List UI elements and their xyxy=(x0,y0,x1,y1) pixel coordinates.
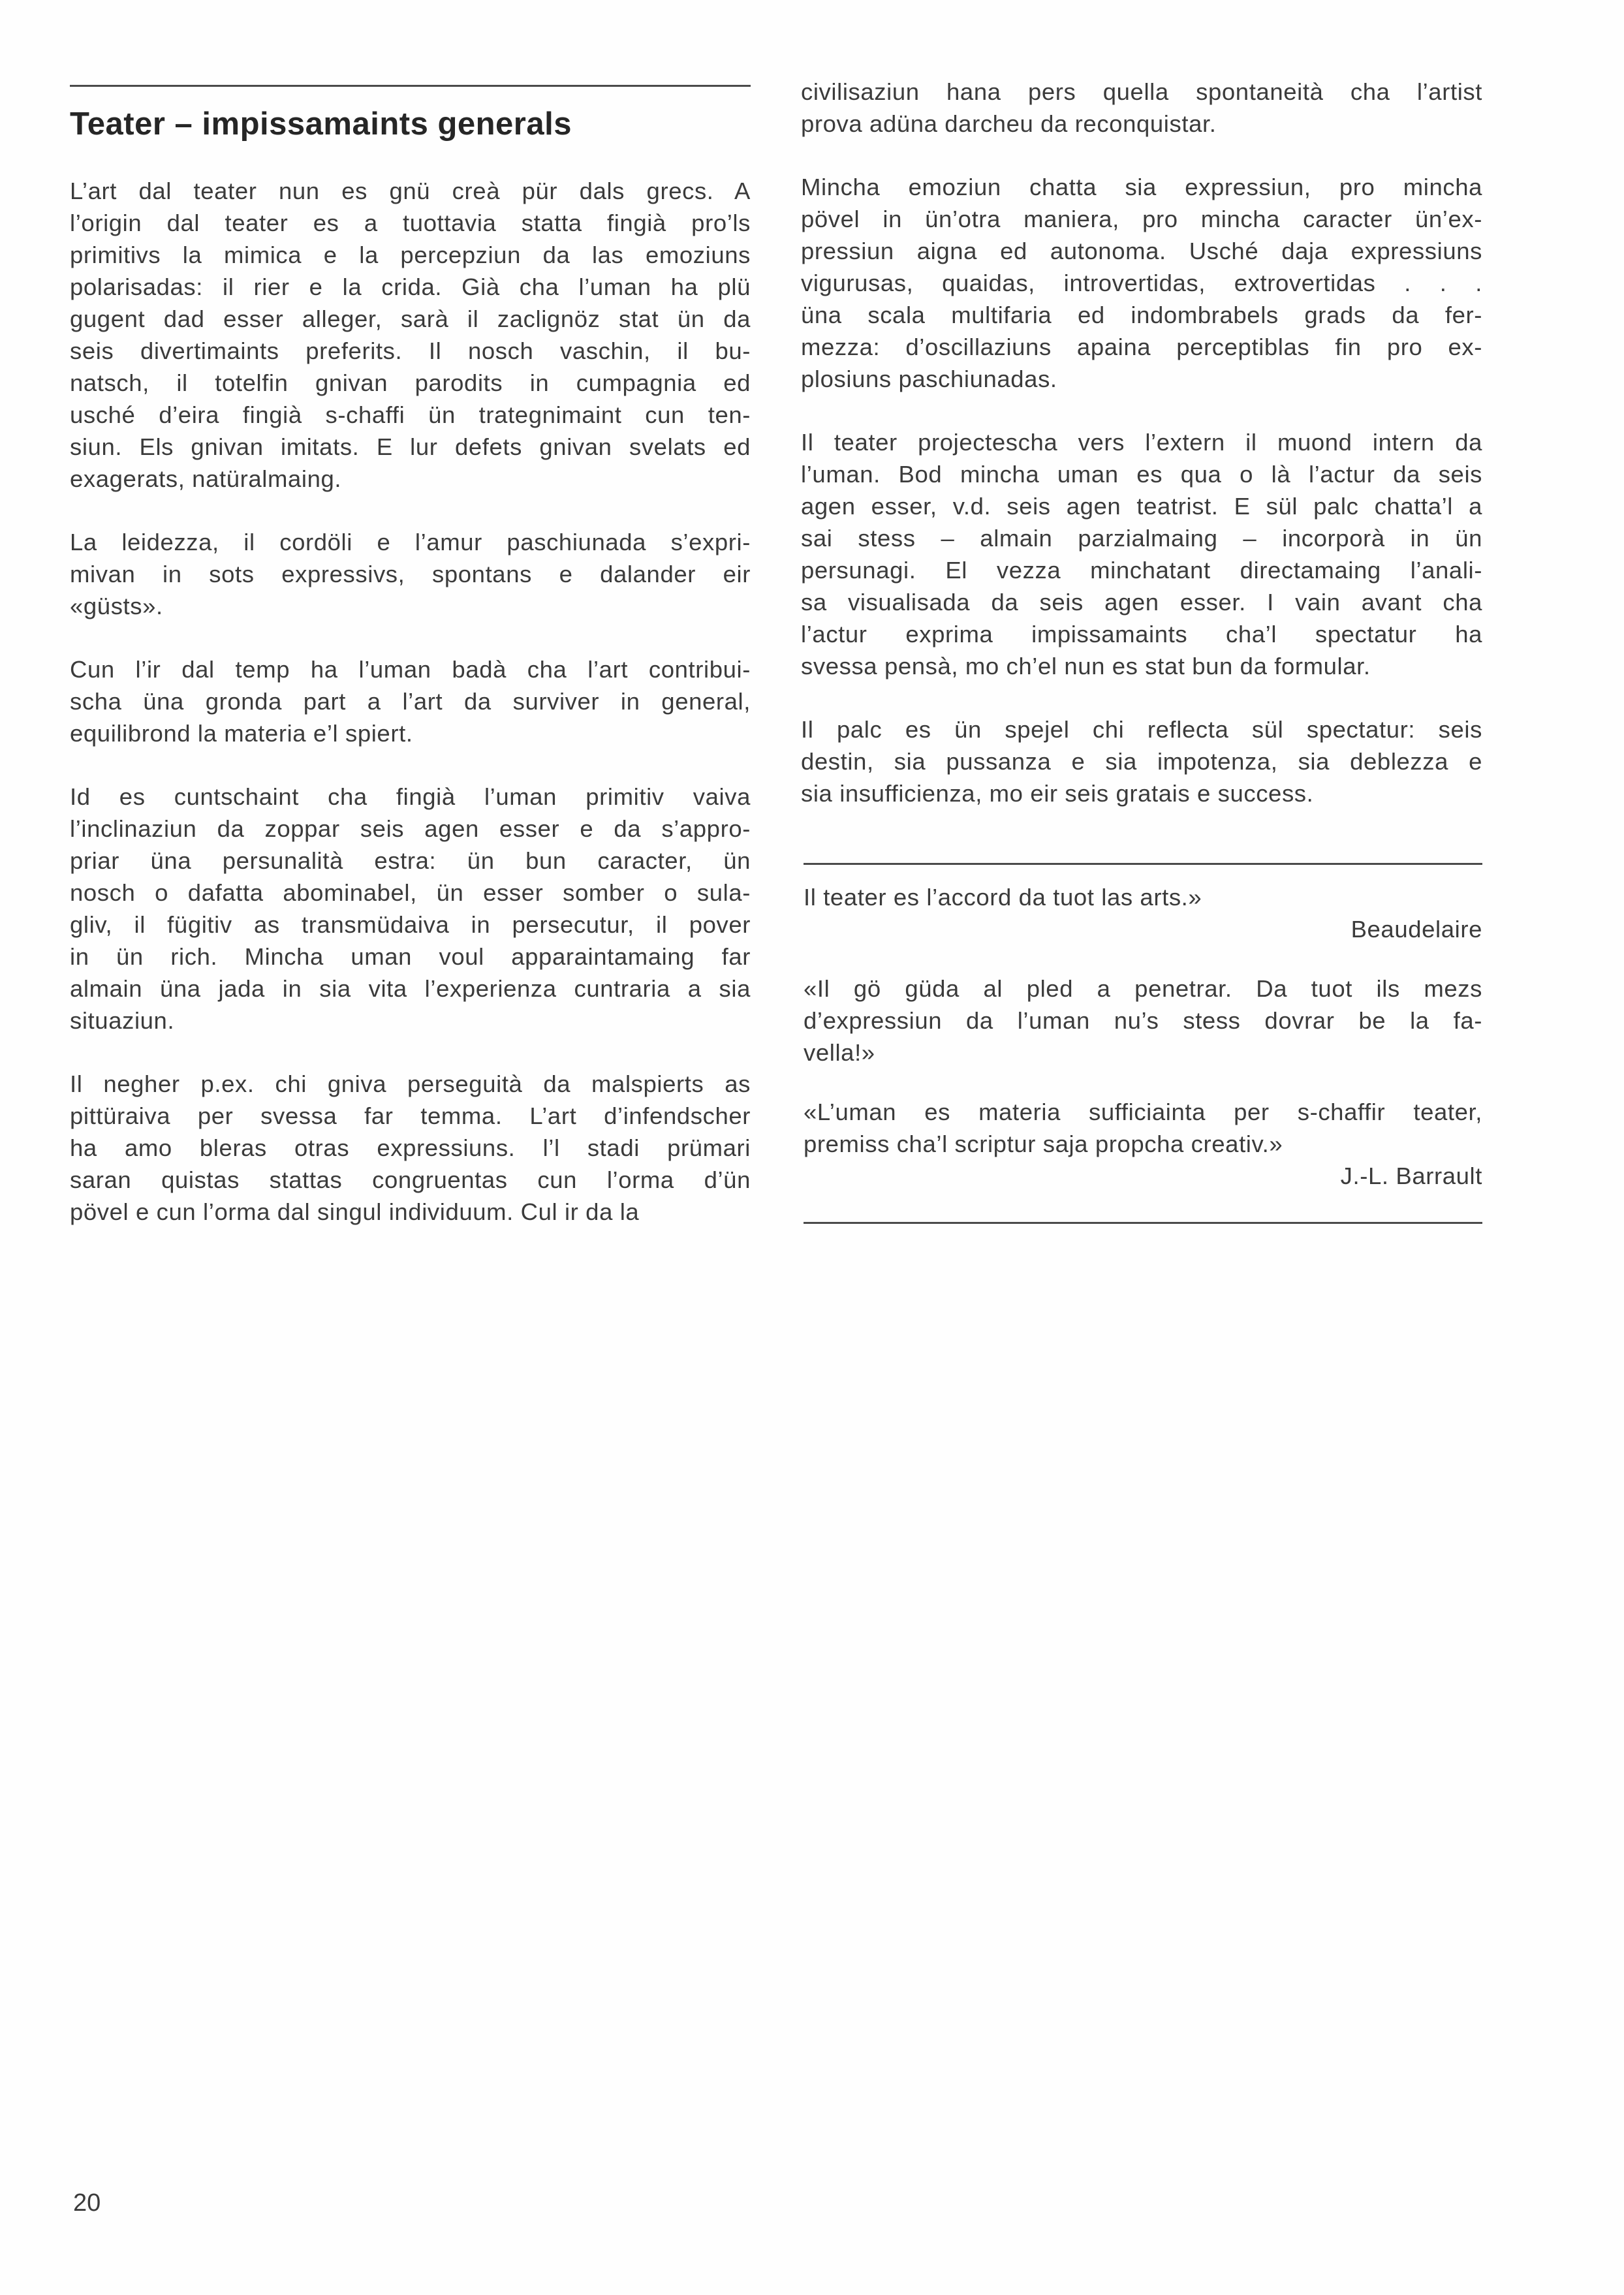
text-line: Il palc es ün spejel chi reflecta sül spectatur: seis xyxy=(801,716,1482,743)
article-title: Teater – impissamaints generals xyxy=(70,106,572,142)
quote-rule-bottom xyxy=(804,1222,1482,1224)
quote-rule-top xyxy=(804,863,1482,865)
text-line: pövel in ün’otra maniera, pro mincha caracter ün’ex- xyxy=(801,206,1482,232)
text-line: La leidezza, il cordöli e l’amur paschiunada s’expri- xyxy=(70,529,751,555)
text-line: l’origin dal teater es a tuottavia statta fingià pro’ls xyxy=(70,210,751,236)
quote-3 xyxy=(804,1096,1482,1160)
text-line: agen esser, v.d. seis agen teatrist. E sül palc chatta’l a xyxy=(801,493,1482,520)
right-paragraph xyxy=(801,76,1482,140)
text-line: priar üna persunalità estra: ün bun caracter, ün xyxy=(70,847,751,874)
quote-line: «L’uman es materia sufficiainta per s-chaffir teater, xyxy=(804,1099,1482,1125)
quote-block xyxy=(804,881,1482,1192)
text-line: polarisadas: il rier e la crida. Già cha l’uman ha plü xyxy=(70,273,751,300)
text-line: siun. Els gnivan imitats. E lur defets gnivan svelats ed xyxy=(70,433,751,460)
text-line: «güsts». xyxy=(70,593,163,619)
text-line: svessa pensà, mo ch’el nun es stat bun da formular. xyxy=(801,653,1371,679)
text-line: sai stess – almain parzialmaing – incorporà in ün xyxy=(801,525,1482,552)
text-line: civilisaziun hana pers quella spontaneità cha l’artist xyxy=(801,78,1482,105)
text-line: Il teater projectescha vers l’extern il muond intern da xyxy=(801,429,1482,456)
quote-2 xyxy=(804,973,1482,1069)
text-line: Cun l’ir dal temp ha l’uman badà cha l’art contribui- xyxy=(70,656,751,683)
text-line: vigurusas, quaidas, introvertidas, extrovertidas . . . xyxy=(801,270,1482,296)
left-paragraph xyxy=(70,781,751,1037)
text-line: destin, sia pussanza e sia impotenza, sia deblezza e xyxy=(801,748,1482,775)
right-column xyxy=(801,76,1482,809)
text-line: primitivs la mimica e la percepziun da las emoziuns xyxy=(70,242,751,268)
right-paragraph xyxy=(801,171,1482,395)
left-paragraph xyxy=(70,653,751,749)
text-line: gliv, il fügitiv as transmüdaiva in persecutur, il pover xyxy=(70,911,751,938)
text-line: saran quistas stattas congruentas cun l’orma d’ün xyxy=(70,1166,751,1193)
text-line: usché d’eira fingià s-chaffi ün trategnimaint cun ten- xyxy=(70,401,751,428)
quote-line: d’expressiun da l’uman nu’s stess dovrar be la fa- xyxy=(804,1007,1482,1034)
text-line: pövel e cun l’orma dal singul individuum. Cul ir da la xyxy=(70,1198,640,1225)
quote-3-author: J.-L. Barrault xyxy=(1340,1163,1482,1189)
text-line: pittüraiva per svessa far temma. L’art d’infendscher xyxy=(70,1102,751,1129)
text-line: Mincha emoziun chatta sia expressiun, pro mincha xyxy=(801,174,1482,200)
text-line: l’actur exprima impissamaints cha’l spectatur ha xyxy=(801,621,1482,648)
text-line: seis divertimaints preferits. Il nosch vaschin, il bu- xyxy=(70,337,751,364)
text-line: L’art dal teater nun es gnü creà pür dals grecs. A xyxy=(70,178,751,204)
left-paragraph xyxy=(70,526,751,622)
right-paragraph xyxy=(801,713,1482,809)
quote-line: premiss cha’l scriptur saja propcha creativ.» xyxy=(804,1131,1283,1157)
text-line: scha üna gronda part a l’art da surviver in general, xyxy=(70,688,751,715)
text-line: plosiuns paschiunadas. xyxy=(801,366,1057,392)
text-line: Id es cuntschaint cha fingià l’uman primitiv vaiva xyxy=(70,783,751,810)
text-line: almain üna jada in sia vita l’experienza cuntraria a sia xyxy=(70,975,751,1002)
text-line: pressiun aigna ed autonoma. Usché daja expressiuns xyxy=(801,238,1482,264)
text-line: situaziun. xyxy=(70,1007,175,1034)
text-line: mivan in sots expressivs, spontans e dalander eir xyxy=(70,561,751,587)
text-line: Il negher p.ex. chi gniva perseguità da malspierts as xyxy=(70,1070,751,1097)
quote-1-author: Beaudelaire xyxy=(1351,916,1482,943)
text-line: ha amo bleras otras expressiuns. l’l stadi prümari xyxy=(70,1134,751,1161)
text-line: gugent dad esser alleger, sarà il zaclignöz stat ün da xyxy=(70,305,751,332)
quote-line: vella!» xyxy=(804,1039,875,1066)
left-column xyxy=(70,175,751,1228)
text-line: sia insufficienza, mo eir seis gratais e success. xyxy=(801,780,1314,807)
quote-line: «Il gö güda al pled a penetrar. Da tuot ils mezs xyxy=(804,975,1482,1002)
text-line: exagerats, natüralmaing. xyxy=(70,465,342,492)
text-line: üna scala multifaria ed indombrabels grads da fer- xyxy=(801,302,1482,328)
text-line: mezza: d’oscillaziuns apaina perceptiblas fin pro ex- xyxy=(801,334,1482,360)
text-line: persunagi. El vezza minchatant directamaing l’anali- xyxy=(801,557,1482,584)
text-line: nosch o dafatta abominabel, ün esser somber o sula- xyxy=(70,879,751,906)
text-line: l’uman. Bod mincha uman es qua o là l’actur da seis xyxy=(801,461,1482,488)
text-line: sa visualisada da seis agen esser. I vain avant cha xyxy=(801,589,1482,616)
left-paragraph xyxy=(70,175,751,495)
quote-1-text: Il teater es l’accord da tuot las arts.» xyxy=(804,884,1202,911)
text-line: natsch, il totelfin gnivan parodits in cumpagnia ed xyxy=(70,369,751,396)
left-paragraph xyxy=(70,1068,751,1228)
text-line: in ün rich. Mincha uman voul apparaintamaing far xyxy=(70,943,751,970)
page-number: 20 xyxy=(73,2189,101,2217)
right-paragraph xyxy=(801,426,1482,682)
text-line: l’inclinaziun da zoppar seis agen esser e da s’appro- xyxy=(70,815,751,842)
text-line: equilibrond la materia e’l spiert. xyxy=(70,720,413,747)
top-rule xyxy=(70,85,751,87)
text-line: prova adüna darcheu da reconquistar. xyxy=(801,110,1217,137)
